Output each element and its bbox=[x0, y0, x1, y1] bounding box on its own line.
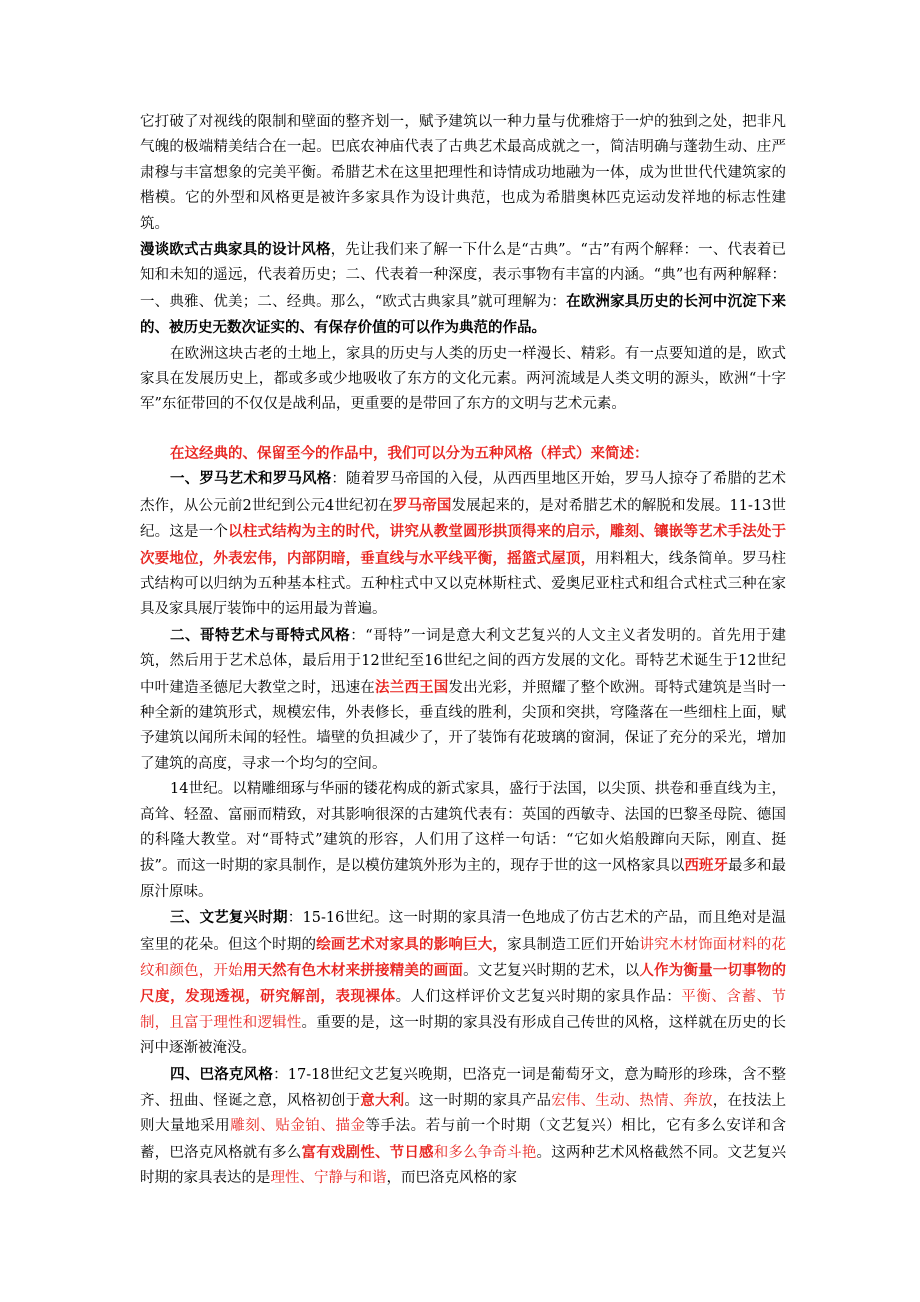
highlight-italy: 意大利 bbox=[360, 1092, 405, 1110]
five-styles-intro: 在这经典的、保留至今的作品中，我们可以分为五种风格（样式）来简述： bbox=[170, 444, 649, 462]
highlight-balance: 平衡、含蓄、节制，且富于理性和逻辑性 bbox=[140, 989, 787, 1031]
highlight-carving: 雕刻、贴金铂、描金 bbox=[230, 1118, 366, 1135]
highlight-grand: 宏伟、生动、热情、奔放 bbox=[551, 1093, 713, 1110]
highlight-roman-features: 以柱式结构为主的时代，讲究从教堂圆形拱顶得来的启示，雕刻、镶嵌等艺术手法处于次要地位，外表宏伟，内部阴暗，垂直线与水平线平衡，摇篮式屋顶， bbox=[140, 523, 787, 567]
definition-bold: 在欧洲家具历史的长河中沉淀下来的、被历史无数次证实的、有保存价值的可以作为典范的作品。 bbox=[140, 292, 787, 337]
highlight-humanism: 人作为衡量一切事物的尺度，发现透视，研究解剖，表现裸体 bbox=[140, 962, 787, 1006]
paragraph-parthenon: 它打破了对视线的限制和壁面的整齐划一，赋予建筑以一种力量与优雅熔于一炉的独到之处，把非凡气魄的极端精美结合在一起。巴底农神庙代表了古典艺术最高成就之一，简洁明确与蓬勃生动、庄严肃穆与丰富想象的完美平衡。希腊艺术在这里把理性和诗情成功地融为一体，成为世世代代建筑家的楷模。它的外型和风格更是被许多家具作为设计典范，也成为希腊奥林匹克运动发祥地的标志性建筑。 bbox=[140, 114, 786, 232]
paragraph-history: 在欧洲这块古老的土地上，家具的历史与人类的历史一样漫长、精彩。有一点要知道的是，欧式家具在发展历史上，都或多或少地吸收了东方的文化元素。两河流域是人类文明的源头，欧洲“十字军”东征带回的不仅仅是战利品，更重要的是带回了东方的文明与艺术元素。 bbox=[140, 345, 786, 413]
section-heading-gothic: 二、哥特艺术与哥特式风格 bbox=[170, 626, 351, 644]
document-page bbox=[140, 110, 786, 1192]
highlight-spain: 西班牙 bbox=[684, 857, 728, 875]
highlight-roman-empire: 罗马帝国 bbox=[392, 496, 452, 514]
highlight-dramatic: 富有戏剧性、节日感 bbox=[301, 1143, 434, 1161]
section-renaissance: 三、文艺复兴时期：15-16世纪。这一时期的家具清一色地成了仿古艺术的产品，而且绝对是温室里的花朵。但这个时期的绘画艺术对家具的影响巨大，家具制造工匠们开始讲究木材饰面材料的花纹和颜色，开始用天然有色木材来拼接精美的画面。文艺复兴时期的艺术，以人作为衡量一切事物的尺度，发现透视，研究解剖，表现裸体。人们这样评价文艺复兴时期的家具作品：平衡、含蓄、节制，且富于理性和逻辑性。重要的是，这一时期的家具没有形成自己传世的风格，这样就在历史的长河中逐渐被淹没。 bbox=[140, 909, 787, 1057]
highlight-natural-wood: 用天然有色木材来拼接精美的画面 bbox=[242, 962, 464, 979]
topic-heading: 漫谈欧式古典家具的设计风格 bbox=[140, 241, 331, 259]
section-heading-roman: 一、罗马艺术和罗马风格 bbox=[170, 470, 332, 488]
section-roman: 一、罗马艺术和罗马风格：随着罗马帝国的入侵，从西西里地区开始，罗马人掠夺了希腊的艺术杰作，从公元前2世纪到公元4世纪初在罗马帝国发展起来的，是对希腊艺术的解脱和发展。11-13世纪。这是一个以柱式结构为主的时代，讲究从教堂圆形拱顶得来的启示，雕刻、镶嵌等艺术手法处于次要地位，外表宏伟，内部阴暗，垂直线与水平线平衡，摇篮式屋顶，用料粗大，线条简单。罗马柱式结构可以归纳为五种基本柱式。五种柱式中又以克林斯柱式、爱奥尼亚柱式和组合式柱式三种在家具及家具展厅装饰中的运用最为普遍。 bbox=[140, 470, 787, 618]
section-heading-baroque: 四、巴洛克风格 bbox=[170, 1065, 274, 1083]
highlight-france: 法兰西王国 bbox=[374, 678, 449, 696]
highlight-rational: 理性、宁静与和谐 bbox=[270, 1170, 387, 1187]
section-gothic-furniture: 14世纪。以精雕细琢与华丽的镂花构成的新式家具，盛行于法国，以尖顶、拱卷和垂直线为主，高耸、轻盈、富丽而精致，对其影响很深的古建筑代表有：英国的西敏寺、法国的巴黎圣母院、德国的科隆大教堂。对“哥特式”建筑的形容，人们用了这样一句话：“它如火焰般蹿向天际，刚直、挺拔”。而这一时期的家具制作，是以模仿建筑外形为主的，现存于世的这一风格家具以西班牙最多和最原汁原味。 bbox=[140, 781, 787, 900]
section-baroque: 四、巴洛克风格：17-18世纪文艺复兴晚期，巴洛克一词是葡萄牙文，意为畸形的珍珠，含不整齐、扭曲、怪诞之意，风格初创于意大利。这一时期的家具产品宏伟、生动、热情、奔放，在技法上则大量地采用雕刻、贴金铂、描金等手法。若与前一个时期（文艺复兴）相比，它有多么安详和含蓄，巴洛克风格就有多么富有戏剧性、节日感和多么争奇斗艳。这两种艺术风格截然不同。文艺复兴时期的家具表达的是理性、宁静与和谐，而巴洛克风格的家 bbox=[140, 1065, 787, 1187]
paragraph-classical-definition bbox=[140, 237, 786, 342]
highlight-painting-influence: 绘画艺术对家具的影响巨大， bbox=[316, 935, 508, 953]
definition-text: ，先让我们来了解一下什么是“古典”。“古”有两个解释：一、代表着已知和未知的遥远，代表着历史；二、代表着一种深度，表示事物有丰富的内涵。“典”也有两种解释：一、典雅、优美；二、经典。那么，“欧式古典家具”就可理解为： bbox=[140, 242, 786, 310]
section-heading-renaissance: 三、文艺复兴时期 bbox=[170, 909, 288, 927]
blank-line bbox=[140, 418, 786, 441]
highlight-wood-pattern: 讲究木材饰面材料的花纹和颜色 bbox=[140, 936, 787, 979]
section-gothic: 二、哥特艺术与哥特式风格：“哥特”一词是意大利文艺复兴的人文主义者发明的。首先用于建筑，然后用于艺术总体，最后用于12世纪至16世纪之间的西方发展的文化。哥特艺术诞生于12世纪中叶建造圣德尼大教堂之时，迅速在法兰西王国发出光彩，并照耀了整个欧洲。哥特式建筑是当时一种全新的建筑形式，规模宏伟，外表修长，垂直线的胜利，尖顶和突拱，穹隆落在一些细柱上面，赋予建筑以闻所未闻的轻性。墙壁的负担减少了，开了装饰有花玻璃的窗洞，保证了充分的采光，增加了建筑的高度，寻求一个均匀的空间。 bbox=[140, 626, 787, 772]
